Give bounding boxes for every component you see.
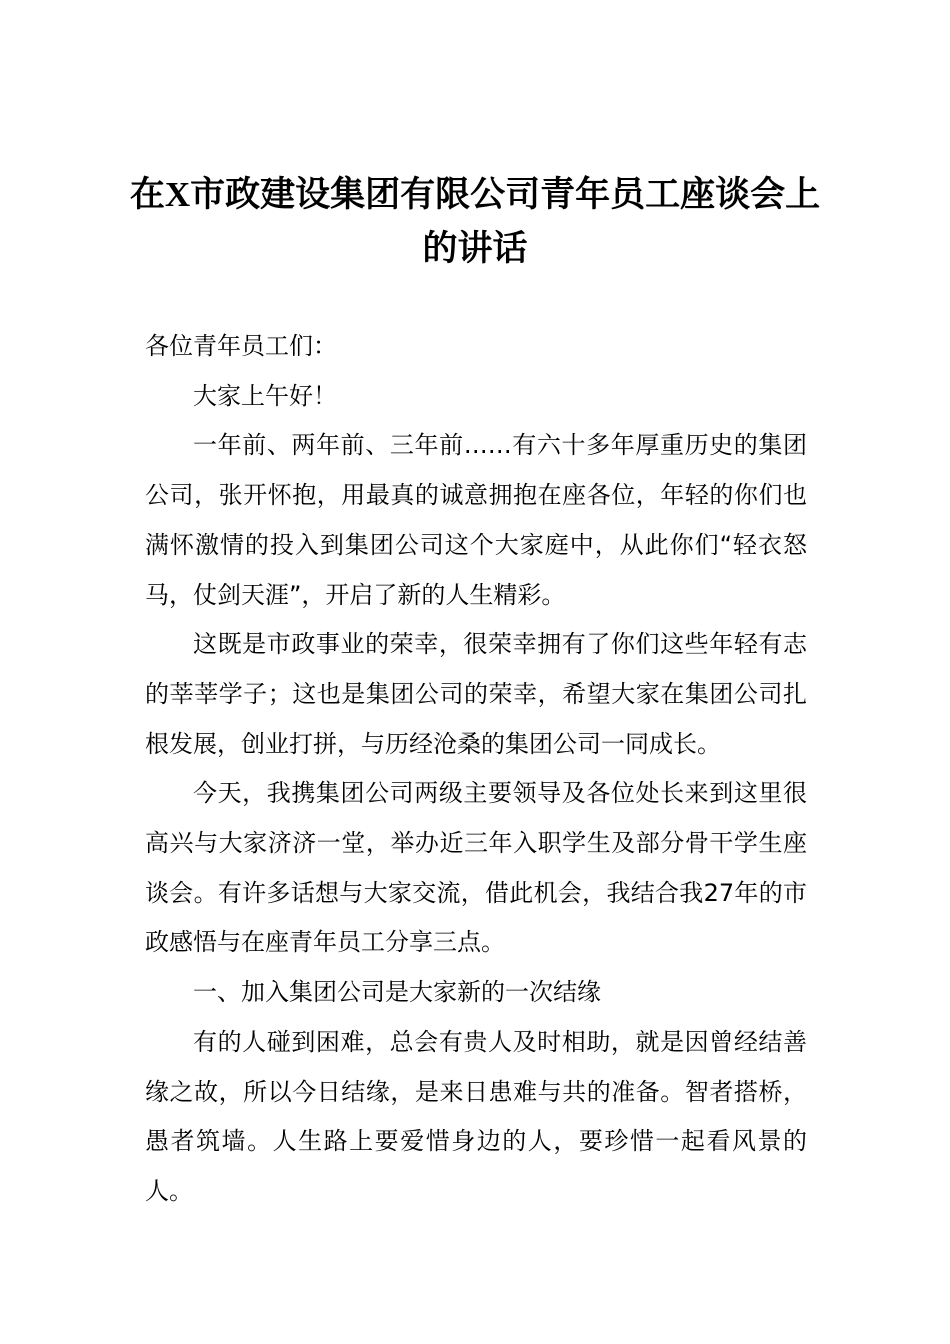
greeting: 大家上午好！ bbox=[193, 381, 337, 410]
section-paragraph: 有的人碰到困难，总会有贵人及时相助，就是因曾经结善缘之故，所以今日结缘，是来日患难与共的准备。智者搭桥，愚者筑墙。人生路上要爱惜身边的人，要珍惜一起看风景的人。 bbox=[145, 1027, 807, 1205]
salutation: 各位青年员工们： bbox=[145, 332, 337, 360]
title-rest: 市政建设集团有限公司青年员工座谈会上的讲话 bbox=[190, 175, 821, 269]
section-heading: 一、加入集团公司是大家新的一次结缘 bbox=[193, 978, 601, 1007]
title-latin: X bbox=[164, 175, 191, 214]
paragraph-1: 一年前、两年前、三年前……有六十多年厚重历史的集团公司，张开怀抱，用最真的诚意拥抱在座各位，年轻的你们也满怀激情的投入到集团公司这个大家庭中，从此你们“轻衣怒马，仗剑天涯”，开启了新的人生精彩。 bbox=[145, 431, 807, 609]
title-prefix: 在 bbox=[129, 175, 165, 215]
document-body bbox=[145, 322, 807, 1217]
paragraph-3: 今天，我携集团公司两级主要领导及各位处长来到这里很高兴与大家济济一堂，举办近三年入职学生及部分骨干学生座谈会。有许多话想与大家交流，借此机会，我结合我27年的市政感悟与在座青年员工分享三点。 bbox=[145, 779, 807, 957]
paragraph-2: 这既是市政事业的荣幸，很荣幸拥有了你们这些年轻有志的莘莘学子；这也是集团公司的荣幸，希望大家在集团公司扎根发展，创业打拼，与历经沧桑的集团公司一同成长。 bbox=[145, 630, 807, 758]
document-title bbox=[120, 168, 830, 276]
